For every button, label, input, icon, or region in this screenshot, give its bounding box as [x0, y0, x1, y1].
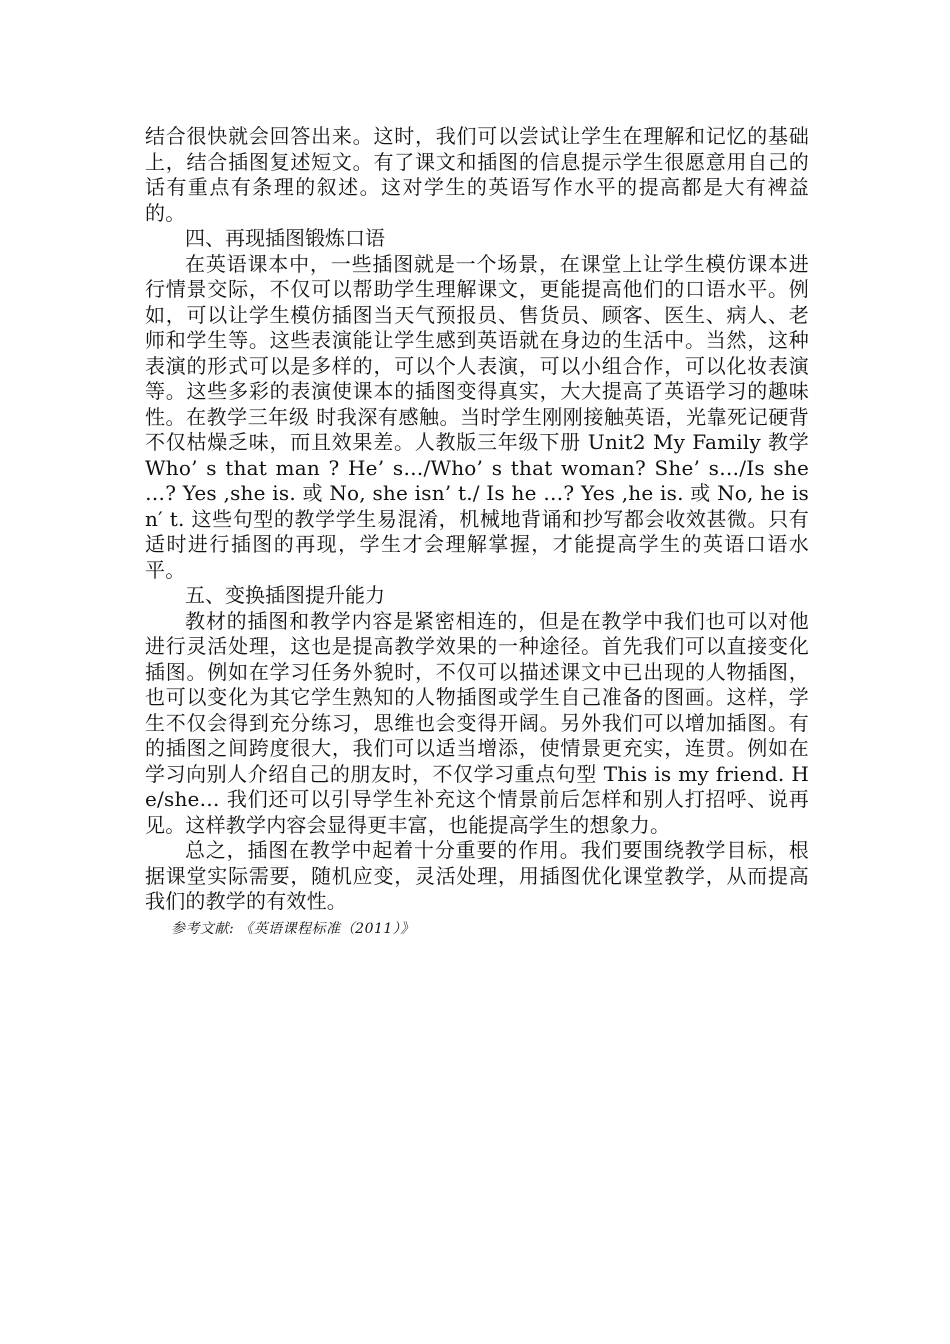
document-page — [145, 124, 809, 939]
paragraph-intro: 结合很快就会回答出来。这时，我们可以尝试让学生在理解和记忆的基础上，结合插图复述短文。有了课文和插图的信息提示学生很愿意用自己的话有重点有条理的叙述。这对学生的英语写作水平的提高都是大有裨益的。 — [145, 124, 809, 225]
section-heading-5: 五、变换插图提升能力 — [185, 583, 385, 607]
paragraph-transform-illustrations: 教材的插图和教学内容是紧密相连的，但是在教学中我们也可以对他进行灵活处理，这也是提高教学效果的一种途径。首先我们可以直接变化插图。例如在学习任务外貌时，不仅可以描述课文中已出现的人物插图，也可以变化为其它学生熟知的人物插图或学生自己准备的图画。这样，学生不仅会得到充分练习，思维也会变得开阔。另外我们可以增加插图。有的插图之间跨度很大，我们可以适当增添，使情景更充实，连贯。例如在学习向别人介绍自己的朋友时，不仅学习重点句型 This is my friend. He/she… 我们还可以引导学生补充这个情景前后怎样和别人打招呼、说再见。这样教学内容会显得更丰富，也能提高学生的想象力。 — [145, 608, 809, 837]
reference-note: 参考文献: 《英语课程标准（2011）》 — [171, 920, 415, 937]
paragraph-conclusion: 总之，插图在教学中起着十分重要的作用。我们要围绕教学目标，根据课堂实际需要，随机应变，灵活处理，用插图优化课堂教学，从而提高我们的教学的有效性。 — [145, 838, 809, 913]
paragraph-oral-practice: 在英语课本中，一些插图就是一个场景，在课堂上让学生模仿课本进行情景交际，不仅可以帮助学生理解课文，更能提高他们的口语水平。例如，可以让学生模仿插图当天气预报员、售货员、顾客、医生、病人、老师和学生等。这些表演能让学生感到英语就在身边的生活中。当然，这种表演的形式可以是多样的，可以个人表演，可以小组合作，可以化妆表演等。这些多彩的表演使课本的插图变得真实，大大提高了英语学习的趣味性。在教学三年级 时我深有感触。当时学生刚刚接触英语，光靠死记硬背不仅枯燥乏味，而且效果差。人教版三年级下册 Unit2 My Family 教学 Who’ s that man ? He’ s…/Who’ s that woman? She’ s…/Is she …? Yes ,she is. 或 No, she isn’ t./ Is he …? Yes ,he is. 或 No, he isn′ t. 这些句型的教学学生易混淆，机械地背诵和抄写都会收效甚微。只有适时进行插图的再现，学生才会理解掌握，才能提高学生的英语口语水平。 — [145, 251, 809, 582]
section-heading-4: 四、再现插图锻炼口语 — [185, 226, 385, 250]
